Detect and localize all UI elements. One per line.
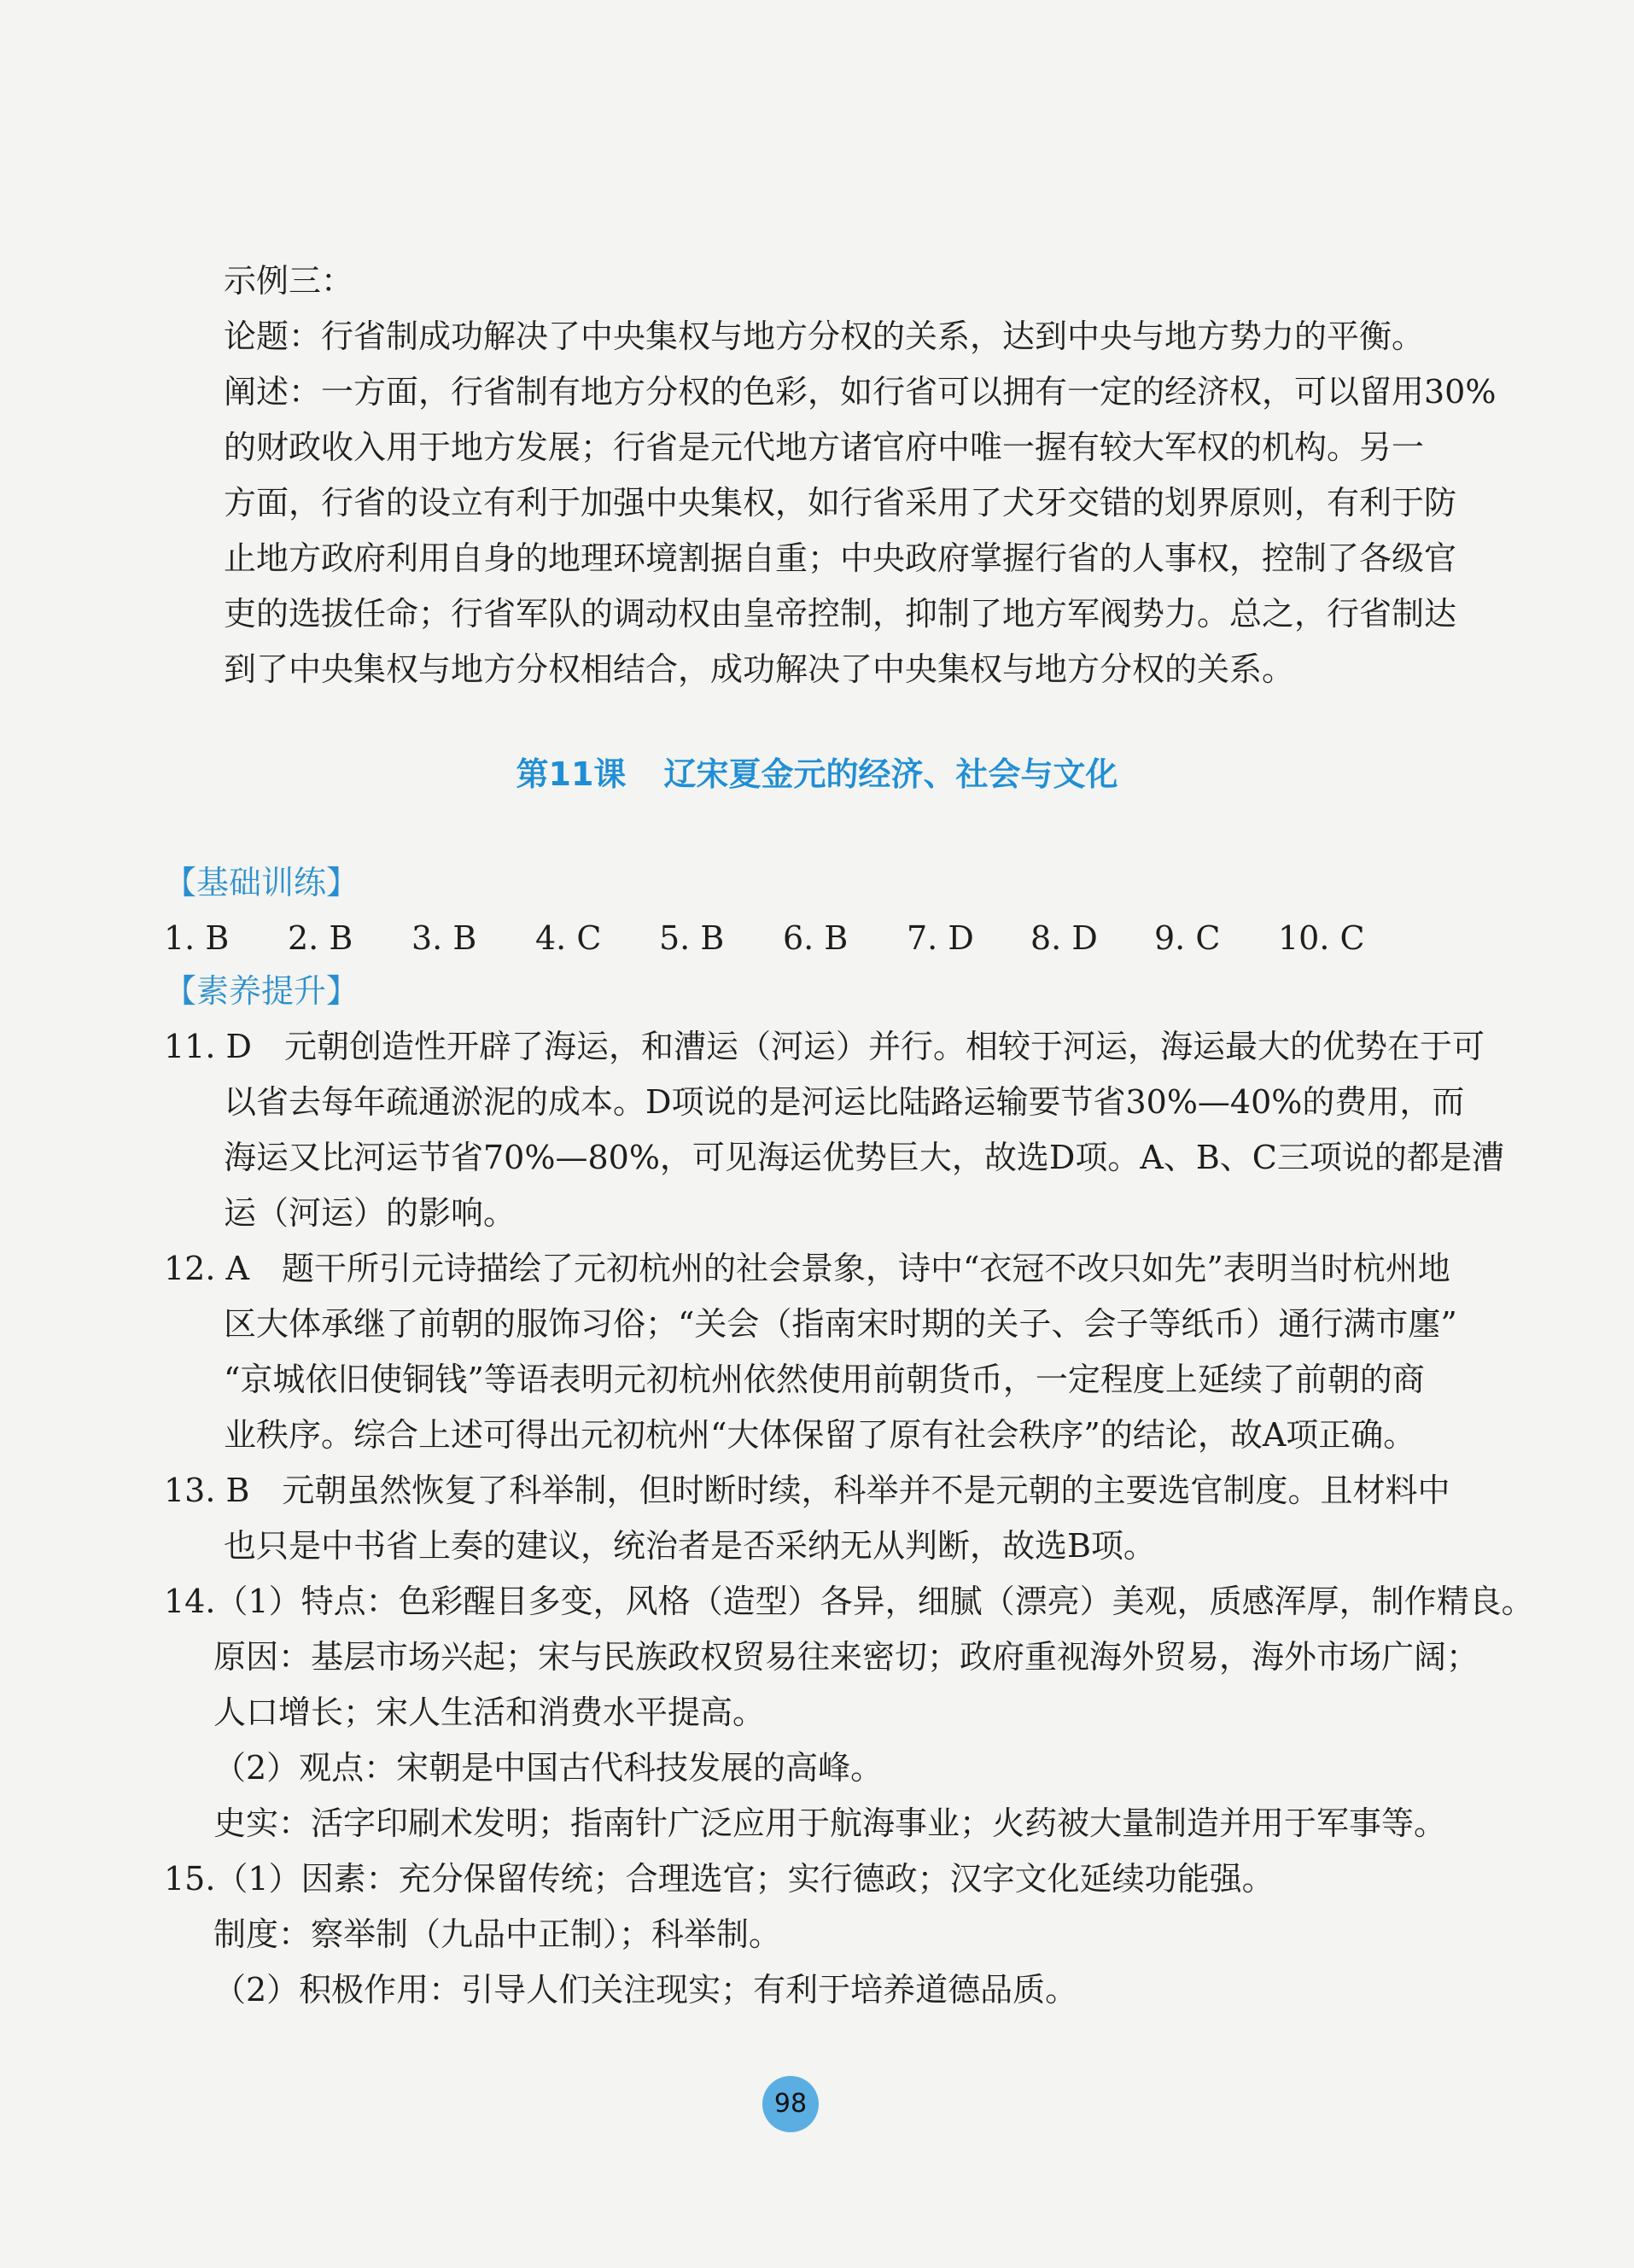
q14-line: 原因：基层市场兴起；宋与民族政权贸易往来密切；政府重视海外贸易，海外市场广阔；	[213, 1638, 1479, 1676]
answer-item: 2. B	[288, 919, 353, 957]
example-heading: 示例三：	[224, 262, 354, 300]
section-label-basic: 【基础训练】	[164, 864, 359, 901]
q12-line: 区大体承继了前朝的服饰习俗；“关会（指南宋时期的关子、会子等纸币）通行满市廛”	[224, 1305, 1457, 1343]
q11-line: 海运又比河运节省70%—80%，可见海运优势巨大，故选D项。A、B、C三项说的都是漕	[224, 1139, 1504, 1176]
answer-item: 9. C	[1154, 919, 1221, 957]
q12-line: 业秩序。综合上述可得出元初杭州“大体保留了原有社会秩序”的结论，故A项正确。	[224, 1416, 1416, 1454]
q13-line: 13. B 元朝虽然恢复了科举制，但时断时续，科举并不是元朝的主要选官制度。且材料中	[164, 1472, 1450, 1509]
thesis-line: 论题：行省制成功解决了中央集权与地方分权的关系，达到中央与地方势力的平衡。	[224, 318, 1425, 355]
section-label-advanced: 【素养提升】	[164, 972, 359, 1010]
q14-line: 人口增长；宋人生活和消费水平提高。	[213, 1694, 766, 1731]
lesson-title: 辽宋夏金元的经济、社会与文化	[663, 755, 1118, 793]
answer-item: 3. B	[411, 919, 477, 957]
page-number-badge: 98	[762, 2076, 819, 2132]
exposition-line-2: 的财政收入用于地方发展；行省是元代地方诸官府中唯一握有较大军权的机构。另一	[224, 429, 1425, 466]
q14-line: 史实：活字印刷术发明；指南针广泛应用于航海事业；火药被大量制造并用于军事等。	[213, 1804, 1447, 1842]
answer-item: 10. C	[1278, 919, 1365, 957]
exposition-line-5: 吏的选拔任命；行省军队的调动权由皇帝控制，抑制了地方军阀势力。总之，行省制达	[224, 595, 1457, 633]
q11-line: 运（河运）的影响。	[224, 1194, 516, 1232]
q13-line: 也只是中书省上奏的建议，统治者是否采纳无从判断，故选B项。	[224, 1527, 1156, 1565]
answer-item: 1. B	[164, 919, 230, 957]
lesson-number: 第11课	[516, 755, 627, 793]
answer-item: 8. D	[1030, 919, 1098, 957]
q11-line: 11. D 元朝创造性开辟了海运，和漕运（河运）并行。相较于河运，海运最大的优势在于可	[164, 1028, 1485, 1065]
answer-item: 6. B	[783, 919, 849, 957]
q11-line: 以省去每年疏通淤泥的成本。D项说的是河运比陆路运输要节省30%—40%的费用，而	[224, 1083, 1465, 1121]
q12-line: “京城依旧使铜钱”等语表明元初杭州依然使用前朝货币，一定程度上延续了前朝的商	[224, 1361, 1425, 1398]
exposition-line-6: 到了中央集权与地方分权相结合，成功解决了中央集权与地方分权的关系。	[224, 650, 1295, 688]
exposition-line-1: 阐述：一方面，行省制有地方分权的色彩，如行省可以拥有一定的经济权，可以留用30%	[224, 373, 1497, 411]
q15-line: （2）积极作用：引导人们关注现实；有利于培养道德品质。	[213, 1971, 1078, 2009]
q15-line: 制度：察举制（九品中正制）；科举制。	[213, 1915, 782, 1953]
exposition-line-3: 方面，行省的设立有利于加强中央集权，如行省采用了犬牙交错的划界原则，有利于防	[224, 484, 1457, 522]
q15-line: 15.（1）因素：充分保留传统；合理选官；实行德政；汉字文化延续功能强。	[164, 1860, 1275, 1898]
basic-answers-row	[164, 918, 1444, 959]
q14-line: 14.（1）特点：色彩醒目多变，风格（造型）各异，细腻（漂亮）美观，质感浑厚，制作精良。	[164, 1583, 1534, 1620]
answer-item: 7. D	[907, 919, 974, 957]
q12-line: 12. A 题干所引元诗描绘了元初杭州的社会景象，诗中“衣冠不改只如先”表明当时杭州地	[164, 1250, 1450, 1287]
q14-line: （2）观点：宋朝是中国古代科技发展的高峰。	[213, 1749, 884, 1787]
lesson-heading	[0, 753, 1634, 796]
answer-item: 4. C	[535, 919, 602, 957]
answer-item: 5. B	[659, 919, 725, 957]
exposition-line-4: 止地方政府利用自身的地理环境割据自重；中央政府掌握行省的人事权，控制了各级官	[224, 539, 1457, 577]
